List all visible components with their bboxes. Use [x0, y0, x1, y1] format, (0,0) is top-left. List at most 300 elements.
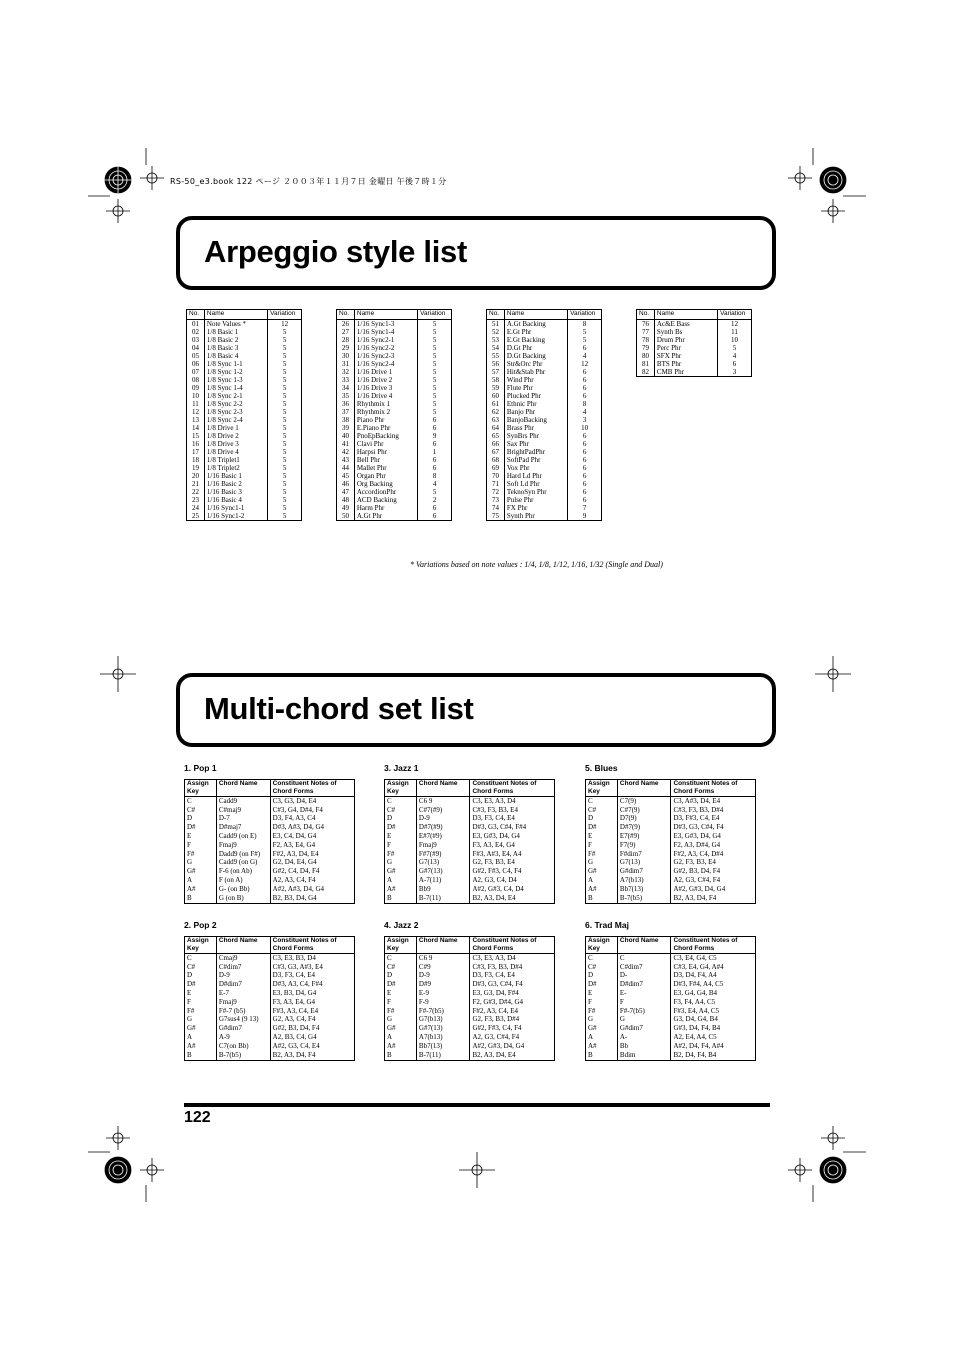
- chord-notes: B2, A3, D4, E4: [470, 1051, 555, 1060]
- table-row: [586, 1033, 756, 1042]
- chord-notes: B2, A3, D4, F4: [270, 1051, 354, 1060]
- assign-key: E: [385, 989, 417, 998]
- page-number: 122: [184, 1109, 211, 1126]
- table-row: [187, 384, 302, 392]
- table-row: [337, 464, 452, 472]
- table-row: [487, 472, 602, 480]
- chord-notes: A#2, G3, C4, E4: [270, 1042, 354, 1051]
- table-row: [187, 480, 302, 488]
- style-variation: 4: [418, 480, 452, 488]
- assign-key: C#: [586, 806, 618, 815]
- table-row: [385, 815, 555, 824]
- table-row: [385, 832, 555, 841]
- chord-notes: F#2, A3, C4, D#4: [671, 850, 756, 859]
- table-row: [337, 456, 452, 464]
- table-row: [185, 867, 355, 876]
- style-name: Clavi Phr: [354, 440, 417, 448]
- style-number: 35: [337, 392, 355, 400]
- table-row: [586, 797, 756, 806]
- style-number: 53: [487, 336, 505, 344]
- style-variation: 9: [418, 432, 452, 440]
- style-variation: 5: [268, 448, 302, 456]
- style-number: 24: [187, 504, 205, 512]
- chord-name: G7(13): [416, 859, 470, 868]
- style-variation: 5: [268, 352, 302, 360]
- style-variation: 7: [568, 504, 602, 512]
- table-row: [385, 972, 555, 981]
- style-number: 17: [187, 448, 205, 456]
- table-row: [337, 408, 452, 416]
- style-name: 1/16 Sync1-2: [204, 512, 267, 521]
- style-variation: 5: [268, 408, 302, 416]
- table-row: [337, 504, 452, 512]
- assign-key: E: [586, 832, 618, 841]
- assign-key: D: [185, 815, 217, 824]
- table-row: [187, 336, 302, 344]
- chord-name: G7sus4 (9 13): [216, 1016, 270, 1025]
- table-row: [487, 344, 602, 352]
- chord-notes: E3, G#3, D4, G4: [470, 832, 555, 841]
- style-number: 67: [487, 448, 505, 456]
- assign-key: G#: [385, 1024, 417, 1033]
- chord-notes: A#2, D4, F4, A#4: [671, 1042, 756, 1051]
- assign-key: E: [586, 989, 618, 998]
- table-row: [187, 344, 302, 352]
- chord-name: Bb7(13): [617, 885, 671, 894]
- assign-key: F#: [385, 850, 417, 859]
- table-row: [487, 392, 602, 400]
- chord-name: B-7(b5): [617, 894, 671, 903]
- table-row: [487, 320, 602, 329]
- col-assign-key-header: Assign Key: [385, 780, 417, 797]
- chord-name: B-7(b5): [216, 1051, 270, 1060]
- style-number: 68: [487, 456, 505, 464]
- style-name: 1/16 Drive 1: [354, 368, 417, 376]
- style-name: Ethnic Phr: [504, 400, 567, 408]
- arpeggio-table-3: [486, 309, 602, 521]
- style-name: 1/16 Basic 3: [204, 488, 267, 496]
- chord-set-table-2: [384, 779, 555, 904]
- style-variation: 5: [268, 368, 302, 376]
- assign-key: A: [586, 876, 618, 885]
- table-row: [187, 488, 302, 496]
- table-row: [187, 408, 302, 416]
- table-row: [337, 424, 452, 432]
- style-number: 42: [337, 448, 355, 456]
- style-variation: 5: [418, 392, 452, 400]
- style-name: Hit&Stab Phr: [504, 368, 567, 376]
- chord-name: C6 9: [416, 797, 470, 806]
- table-row: [385, 954, 555, 963]
- chord-notes: F3, A3, E4, G4: [470, 841, 555, 850]
- style-number: 49: [337, 504, 355, 512]
- style-name: 1/8 Triplet2: [204, 464, 267, 472]
- style-variation: 5: [568, 336, 602, 344]
- table-row: [586, 823, 756, 832]
- chord-name: G#7(13): [416, 867, 470, 876]
- style-variation: 5: [268, 456, 302, 464]
- style-variation: 6: [568, 488, 602, 496]
- chord-notes: C3, E3, B3, D4: [270, 954, 354, 963]
- chord-name: C#7(#9): [416, 806, 470, 815]
- chord-set-table-3: [585, 779, 756, 904]
- chord-notes: D3, F3, C4, E4: [470, 972, 555, 981]
- style-name: Plucked Phr: [504, 392, 567, 400]
- chord-notes: D3, F4, A3, C4: [270, 815, 354, 824]
- table-row: [487, 400, 602, 408]
- style-variation: 5: [268, 376, 302, 384]
- assign-key: F: [586, 841, 618, 850]
- chord-set-table-1: [184, 779, 355, 904]
- chord-name: A7(b13): [416, 1033, 470, 1042]
- table-row: [185, 797, 355, 806]
- table-row: [385, 867, 555, 876]
- style-variation: 6: [568, 368, 602, 376]
- table-row: [187, 416, 302, 424]
- assign-key: A: [185, 1033, 217, 1042]
- style-variation: 5: [568, 328, 602, 336]
- table-row: [586, 815, 756, 824]
- table-row: [487, 464, 602, 472]
- col-chord-name-header: Chord Name: [216, 937, 270, 954]
- style-number: 44: [337, 464, 355, 472]
- style-name: 1/8 Sync 2-2: [204, 400, 267, 408]
- style-variation: 4: [568, 352, 602, 360]
- col-assign-key-header: Assign Key: [586, 780, 618, 797]
- style-number: 58: [487, 376, 505, 384]
- chord-name: Fmaj9: [416, 841, 470, 850]
- table-row: [385, 1042, 555, 1051]
- table-row: [586, 841, 756, 850]
- assign-key: B: [586, 1051, 618, 1060]
- assign-key: D#: [586, 823, 618, 832]
- chord-name: D-9: [416, 815, 470, 824]
- chord-name: F-6 (on Ab): [216, 867, 270, 876]
- table-row: [586, 1016, 756, 1025]
- table-row: [185, 1007, 355, 1016]
- style-number: 52: [487, 328, 505, 336]
- assign-key: F: [385, 998, 417, 1007]
- style-number: 40: [337, 432, 355, 440]
- table-row: [337, 384, 452, 392]
- table-row: [337, 376, 452, 384]
- chord-set-title: 6. Trad Maj: [585, 920, 629, 930]
- table-row: [187, 352, 302, 360]
- chord-notes: D3, F3, C4, E4: [270, 972, 354, 981]
- chord-name: G7(13): [617, 859, 671, 868]
- col-no-header: No.: [337, 310, 355, 320]
- style-name: Synth Phr: [504, 512, 567, 521]
- style-number: 65: [487, 432, 505, 440]
- chord-name: A-7(11): [416, 876, 470, 885]
- arpeggio-table-1: [186, 309, 302, 521]
- col-variation-header: Variation: [718, 310, 752, 320]
- assign-key: B: [385, 1051, 417, 1060]
- table-row: [337, 328, 452, 336]
- table-row: [637, 368, 752, 377]
- style-variation: 5: [418, 328, 452, 336]
- chord-name: D#maj7: [216, 823, 270, 832]
- table-row: [637, 336, 752, 344]
- table-row: [385, 1016, 555, 1025]
- style-number: 61: [487, 400, 505, 408]
- style-number: 55: [487, 352, 505, 360]
- style-name: Piano Phr: [354, 416, 417, 424]
- assign-key: F: [586, 998, 618, 1007]
- style-number: 64: [487, 424, 505, 432]
- style-name: Perc Phr: [654, 344, 717, 352]
- table-row: [187, 392, 302, 400]
- style-variation: 5: [268, 360, 302, 368]
- style-name: SoftPad Phr: [504, 456, 567, 464]
- assign-key: D#: [385, 823, 417, 832]
- col-name-header: Name: [504, 310, 567, 320]
- style-variation: 6: [568, 448, 602, 456]
- table-row: [187, 448, 302, 456]
- table-row: [187, 432, 302, 440]
- table-row: [337, 400, 452, 408]
- arpeggio-title: Arpeggio style list: [204, 234, 468, 269]
- chord-name: C#7(9): [617, 806, 671, 815]
- table-row: [337, 440, 452, 448]
- chord-name: E-7: [216, 989, 270, 998]
- table-row: [337, 320, 452, 329]
- table-row: [385, 859, 555, 868]
- chord-name: A-9: [216, 1033, 270, 1042]
- table-row: [385, 980, 555, 989]
- style-variation: 6: [568, 376, 602, 384]
- table-row: [586, 1051, 756, 1060]
- style-variation: 6: [568, 456, 602, 464]
- style-name: Flute Phr: [504, 384, 567, 392]
- assign-key: G: [586, 859, 618, 868]
- chord-name: F7(9): [617, 841, 671, 850]
- col-chord-name-header: Chord Name: [416, 780, 470, 797]
- style-name: 1/8 Drive 4: [204, 448, 267, 456]
- style-number: 21: [187, 480, 205, 488]
- table-row: [586, 806, 756, 815]
- assign-key: D#: [385, 980, 417, 989]
- style-variation: 5: [268, 512, 302, 521]
- style-variation: 5: [418, 384, 452, 392]
- chord-name: A7(b13): [617, 876, 671, 885]
- chord-notes: C#3, F3, B3, D#4: [671, 806, 756, 815]
- assign-key: G#: [586, 867, 618, 876]
- chord-notes: G2, D4, E4, G4: [270, 859, 354, 868]
- table-row: [187, 512, 302, 521]
- style-name: E.Gt Phr: [504, 328, 567, 336]
- table-row: [337, 488, 452, 496]
- style-number: 47: [337, 488, 355, 496]
- assign-key: C: [185, 797, 217, 806]
- assign-key: A#: [385, 885, 417, 894]
- style-variation: 5: [268, 496, 302, 504]
- table-row: [185, 1051, 355, 1060]
- table-row: [337, 448, 452, 456]
- table-row: [637, 352, 752, 360]
- table-row: [337, 512, 452, 521]
- table-row: [187, 504, 302, 512]
- style-number: 29: [337, 344, 355, 352]
- assign-key: C: [385, 797, 417, 806]
- style-variation: 5: [268, 464, 302, 472]
- chord-name: G#7(13): [416, 1024, 470, 1033]
- chord-notes: F2, G#3, D#4, G4: [470, 998, 555, 1007]
- col-notes-header: Constituent Notes of Chord Forms: [270, 937, 354, 954]
- chord-name: G (on B): [216, 894, 270, 903]
- table-header-row: [586, 780, 756, 797]
- style-name: 1/8 Basic 1: [204, 328, 267, 336]
- arpeggio-table-4: [636, 309, 752, 377]
- chord-notes: A2, G3, C#4, F4: [671, 876, 756, 885]
- style-name: Org Backing: [354, 480, 417, 488]
- assign-key: F#: [385, 1007, 417, 1016]
- col-variation-header: Variation: [268, 310, 302, 320]
- assign-key: C#: [185, 963, 217, 972]
- assign-key: D: [385, 972, 417, 981]
- style-variation: 5: [268, 392, 302, 400]
- assign-key: F#: [185, 850, 217, 859]
- chord-name: C#9: [416, 963, 470, 972]
- chord-name: Bb: [617, 1042, 671, 1051]
- assign-key: D#: [185, 980, 217, 989]
- style-variation: 5: [418, 368, 452, 376]
- style-number: 03: [187, 336, 205, 344]
- chord-name: E-9: [416, 989, 470, 998]
- style-number: 36: [337, 400, 355, 408]
- chord-name: Bb9: [416, 885, 470, 894]
- chord-name: C7(9): [617, 797, 671, 806]
- table-row: [487, 368, 602, 376]
- table-row: [187, 464, 302, 472]
- style-number: 33: [337, 376, 355, 384]
- table-row: [586, 859, 756, 868]
- col-notes-header: Constituent Notes of Chord Forms: [671, 780, 756, 797]
- table-row: [487, 336, 602, 344]
- chord-notes: D#3, G3, C#4, F#4: [470, 823, 555, 832]
- style-number: 70: [487, 472, 505, 480]
- chord-name: E-: [617, 989, 671, 998]
- style-name: 1/16 Sync2-4: [354, 360, 417, 368]
- style-variation: 8: [418, 472, 452, 480]
- style-variation: 5: [268, 328, 302, 336]
- chord-name: C7(on Bb): [216, 1042, 270, 1051]
- table-row: [185, 832, 355, 841]
- style-name: Rhythmix 1: [354, 400, 417, 408]
- style-number: 60: [487, 392, 505, 400]
- assign-key: E: [185, 832, 217, 841]
- col-notes-header: Constituent Notes of Chord Forms: [671, 937, 756, 954]
- chord-name: D#7(#9): [416, 823, 470, 832]
- col-chord-name-header: Chord Name: [617, 780, 671, 797]
- style-number: 09: [187, 384, 205, 392]
- assign-key: G#: [586, 1024, 618, 1033]
- assign-key: A#: [185, 1042, 217, 1051]
- style-number: 04: [187, 344, 205, 352]
- chord-notes: D#3, G3, C#4, F4: [470, 980, 555, 989]
- chord-name: G: [617, 1016, 671, 1025]
- style-name: 1/8 Sync 1-3: [204, 376, 267, 384]
- table-row: [185, 998, 355, 1007]
- style-variation: 6: [568, 384, 602, 392]
- style-number: 73: [487, 496, 505, 504]
- table-row: [487, 480, 602, 488]
- arpeggio-title-box: [176, 216, 776, 290]
- table-row: [187, 320, 302, 329]
- chord-name: D#9: [416, 980, 470, 989]
- chord-name: G- (on Bb): [216, 885, 270, 894]
- chord-name: D-7: [216, 815, 270, 824]
- style-variation: 12: [718, 320, 752, 329]
- style-number: 02: [187, 328, 205, 336]
- table-row: [337, 496, 452, 504]
- chord-name: B-7(11): [416, 1051, 470, 1060]
- style-name: Pulse Phr: [504, 496, 567, 504]
- table-header-row: [185, 780, 355, 797]
- table-row: [586, 1007, 756, 1016]
- chord-notes: C#3, F3, B3, D#4: [470, 963, 555, 972]
- table-row: [337, 416, 452, 424]
- style-variation: 6: [418, 416, 452, 424]
- chord-notes: E3, G#3, D4, G4: [671, 832, 756, 841]
- style-name: 1/8 Basic 4: [204, 352, 267, 360]
- assign-key: D#: [586, 980, 618, 989]
- assign-key: D: [385, 815, 417, 824]
- table-row: [185, 815, 355, 824]
- table-row: [337, 360, 452, 368]
- chord-notes: G2, F3, B3, E4: [470, 859, 555, 868]
- chord-notes: F2, A3, D#4, G4: [671, 841, 756, 850]
- style-variation: 5: [268, 400, 302, 408]
- table-row: [385, 841, 555, 850]
- table-row: [185, 876, 355, 885]
- style-variation: 6: [418, 456, 452, 464]
- style-number: 41: [337, 440, 355, 448]
- style-name: AccordionPhr: [354, 488, 417, 496]
- chord-name: F (on A): [216, 876, 270, 885]
- style-number: 51: [487, 320, 505, 329]
- style-number: 46: [337, 480, 355, 488]
- chord-notes: F#2, A3, D4, E4: [270, 850, 354, 859]
- col-chord-name-header: Chord Name: [216, 780, 270, 797]
- style-number: 63: [487, 416, 505, 424]
- assign-key: A: [185, 876, 217, 885]
- assign-key: G: [185, 859, 217, 868]
- col-variation-header: Variation: [418, 310, 452, 320]
- table-row: [385, 885, 555, 894]
- style-number: 75: [487, 512, 505, 521]
- chord-name: Bdim: [617, 1051, 671, 1060]
- style-number: 77: [637, 328, 655, 336]
- chord-set-title: 2. Pop 2: [184, 920, 217, 930]
- style-variation: 5: [418, 352, 452, 360]
- chord-notes: C3, A#3, D4, E4: [671, 797, 756, 806]
- chord-notes: G#2, C4, D4, F4: [270, 867, 354, 876]
- chord-name: A-: [617, 1033, 671, 1042]
- chord-name: Cadd9 (on E): [216, 832, 270, 841]
- chord-notes: B2, A3, D4, E4: [470, 894, 555, 903]
- table-row: [487, 496, 602, 504]
- table-row: [385, 797, 555, 806]
- chord-set-table-4: [184, 936, 355, 1061]
- table-row: [185, 894, 355, 903]
- table-row: [337, 432, 452, 440]
- table-row: [185, 1033, 355, 1042]
- chord-notes: A#2, G#3, D4, G4: [470, 1042, 555, 1051]
- style-number: 71: [487, 480, 505, 488]
- table-row: [185, 885, 355, 894]
- style-variation: 3: [568, 416, 602, 424]
